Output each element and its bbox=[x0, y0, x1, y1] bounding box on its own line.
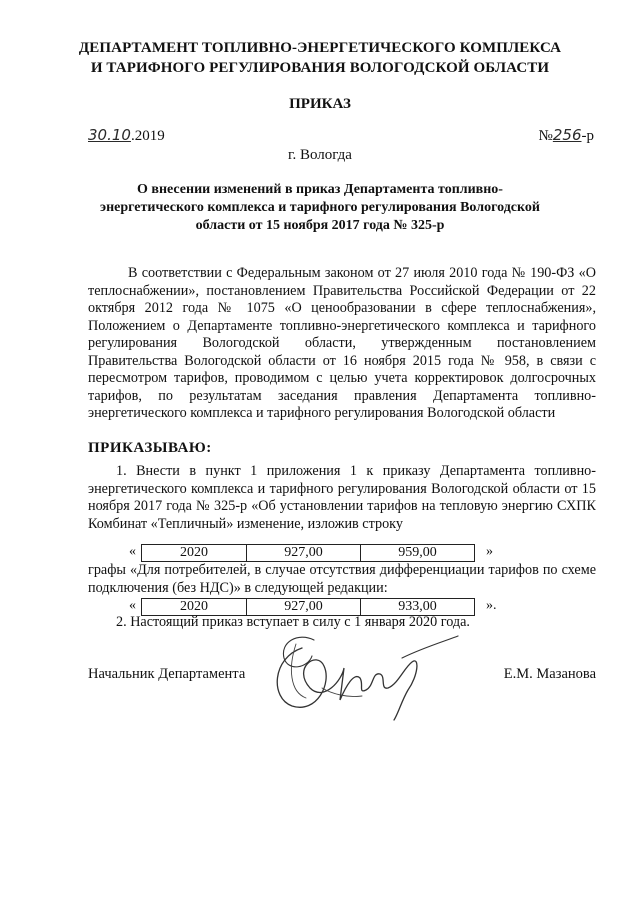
preamble-paragraph: В соответствии с Федеральным законом от 27 июля 2010 года № 190-ФЗ «О теплоснабжении», постановлением Правительства Российской Федерации от 22 октября 2012 года № 1075 «О ценообразовании в сфере теплоснабжения», Положением о Департаменте топливно-энергетического комплекса и тарифного регулирования Вологодской области, утвержденным постановлением Правительства Вологодской области от 16 ноября 2015 года № 958, в связи с пересмотром тарифов, проводимом с целью учета корректировок долгосрочных тарифов, по результатам заседания правления Департамента топливно-энергетического комплекса и тарифного регулирования Вологодской области bbox=[88, 265, 596, 421]
department-line-1: ДЕПАРТАМЕНТ ТОПЛИВНО-ЭНЕРГЕТИЧЕСКОГО КОМПЛЕКСА bbox=[78, 40, 562, 56]
subject-line-2: энергетического комплекса и тарифного регулирования Вологодской bbox=[100, 200, 540, 215]
order-subject bbox=[95, 181, 545, 235]
number-prefix: № bbox=[538, 128, 553, 144]
tariff-value-1-cell: 927,00 bbox=[247, 599, 361, 615]
subject-line-3: области от 15 ноября 2017 года № 325-р bbox=[195, 218, 445, 233]
open-quote: « bbox=[129, 598, 136, 613]
item-1-paragraph: 1. Внести в пункт 1 приложения 1 к приказу Департамента топливно-энергетического комплекса и тарифного регулирования Вологодской области от 15 ноября 2017 года № 325-р «Об установлении тарифов на тепловую энергию СХПК Комбинат «Тепличный» изменение, изложив строку bbox=[88, 463, 596, 532]
subject-line-1: О внесении изменений в приказ Департамента топливно- bbox=[137, 182, 503, 197]
open-quote: « bbox=[129, 544, 136, 559]
order-number bbox=[539, 126, 594, 145]
number-handwritten: 256 bbox=[552, 126, 582, 144]
item-1-continuation: графы «Для потребителей, в случае отсутствия дифференциации тарифов по схеме подключения (без НДС)» в следующей редакции: bbox=[88, 562, 596, 596]
tariff-row-old bbox=[88, 544, 596, 562]
date-year: .2019 bbox=[130, 128, 165, 144]
department-header bbox=[60, 38, 580, 78]
number-suffix: -р bbox=[581, 128, 594, 144]
signer-title: Начальник Департамента bbox=[88, 666, 246, 682]
item-2-paragraph: 2. Настоящий приказ вступает в силу с 1 января 2020 года. bbox=[116, 614, 470, 630]
document-type: ПРИКАЗ bbox=[289, 96, 351, 112]
tariff-year-cell: 2020 bbox=[142, 599, 247, 615]
tariff-value-1-cell: 927,00 bbox=[247, 545, 361, 561]
tariff-table-old bbox=[141, 544, 475, 562]
date-handwritten: 30.10 bbox=[88, 126, 131, 144]
tariff-year-cell: 2020 bbox=[142, 545, 247, 561]
signature-icon bbox=[262, 628, 472, 728]
order-date bbox=[88, 126, 165, 145]
signer-name: Е.М. Мазанова bbox=[503, 666, 596, 682]
city: г. Вологда bbox=[288, 147, 352, 163]
close-quote: » bbox=[486, 544, 493, 559]
tariff-value-2-cell: 933,00 bbox=[398, 599, 437, 614]
close-quote: ». bbox=[486, 598, 497, 613]
department-line-2: И ТАРИФНОГО РЕГУЛИРОВАНИЯ ВОЛОГОДСКОЙ ОБЛАСТИ bbox=[90, 60, 550, 76]
tariff-value-2-cell: 959,00 bbox=[398, 545, 437, 560]
order-word: ПРИКАЗЫВАЮ: bbox=[88, 440, 212, 456]
